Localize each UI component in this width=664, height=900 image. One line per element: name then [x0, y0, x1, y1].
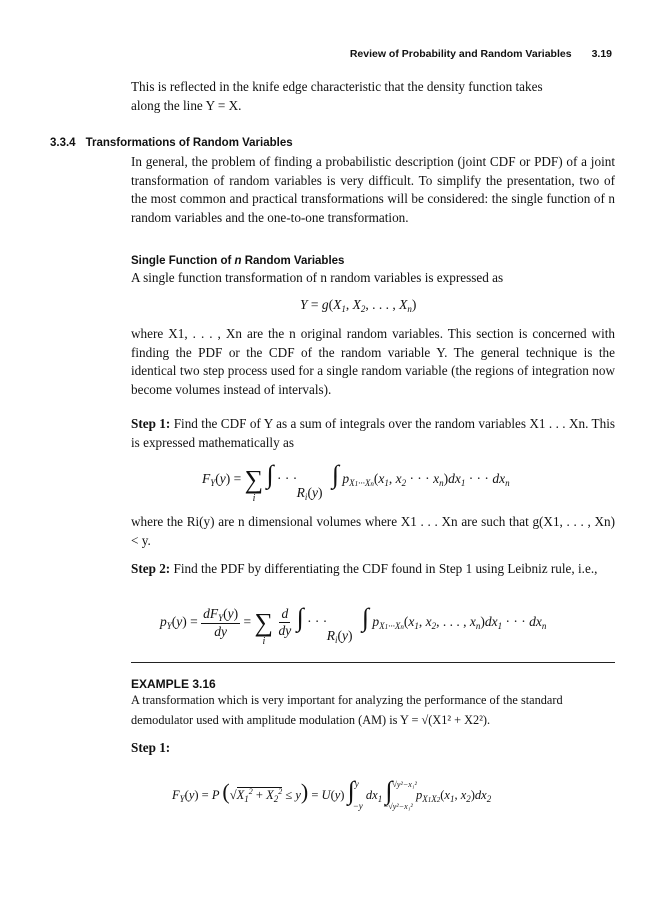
intro-line-1: This is reflected in the knife edge characteristic that the density function takes — [131, 79, 543, 94]
subsection-title-prefix: Single Function of — [131, 255, 232, 267]
example-step-label: Step 1: — [131, 740, 171, 755]
step1-label: Step 1: — [131, 416, 171, 431]
example-title: EXAMPLE 3.16 — [131, 677, 216, 691]
example-line-2: demodulator used with amplitude modulation (AM) is Y = √(X1² + X2²). — [131, 713, 491, 727]
subsection-heading — [131, 255, 344, 267]
section-heading — [50, 137, 293, 149]
step2-paragraph — [131, 560, 615, 579]
subsection-title-var: n — [234, 255, 242, 267]
equation-example: $F_Y(y) = P$ $(√X_1^2 + X_2^2 \le y) = U(y)$ ∫$^y_{-y}$ $dx_1$ ∫$^{√y^2-x_1^2}_{-√y^2-x_1^2}$ $p_{X1X2}(x_1$, $x_2)dx_2$ — [172, 776, 492, 811]
subsection-lead: A single function transformation of n random variables is expressed as — [131, 270, 504, 285]
subsection-paragraph: where X1, . . . , Xn are the n original random variables. This section is concerned with finding the PDF or the CDF of the random variable Y. The general technique is the identical two step process used for a single random variable (the regions of integration now become volumes instead of intervals). — [131, 326, 615, 397]
page-number: 3.19 — [591, 48, 612, 60]
example-paragraph — [131, 690, 615, 730]
equation-pdf: $p_Y(y)$ = $\frac{dF_Y(y)}{dy}$ = ∑ i $\frac{d}{dy}$ ∫ · · · $R_i(y)$ ∫ $p_{X1\cdot\cdot\cdot Xn}(x_1$, $x_2$, . . . , $x_n)dx_1$ · · · $dx_n$ — [160, 603, 547, 647]
section-paragraph: In general, the problem of finding a probabilistic description (joint CDF or PDF) of a joint transformation of random variables is very difficult. To simplify the presentation, two of the most common and practical transformations will be considered: the single function of n random variables and the one-to-one transformation. — [131, 154, 615, 225]
step2-text: Find the PDF by differentiating the CDF found in Step 1 using Leibniz rule, i.e., — [173, 561, 598, 576]
intro-line-2: along the line Y = X. — [131, 97, 242, 113]
section-number: 3.3.4 — [50, 137, 76, 149]
step1-after: where the Ri(y) are n dimensional volumes where X1 . . . Xn are such that g(X1, . . . , Xn) < y. — [131, 514, 615, 548]
running-head — [350, 48, 612, 60]
running-title: Review of Probability and Random Variables — [349, 48, 572, 60]
step1-text: Find the CDF of Y as a sum of integrals over the random variables X1 . . . Xn. This is expressed mathematically as — [131, 416, 615, 450]
example-line-1: A transformation which is very important for analyzing the performance of the standard — [131, 693, 563, 707]
subsection-title-suffix: Random Variables — [244, 255, 345, 267]
example-divider — [131, 662, 615, 663]
step2-label: Step 2: — [131, 561, 171, 576]
intro-paragraph — [131, 78, 615, 115]
equation-y-g: $Y = g(X_1$, $X_2$, . . . , $X_n$) — [300, 297, 417, 314]
section-title: Transformations of Random Variables — [85, 137, 293, 149]
step1-paragraph — [131, 415, 615, 452]
equation-cdf: $F_Y(y)$ = ∑ i ∫ · · · $R_i(y)$ ∫ $p_{X1\cdot\cdot\cdot Xn}(x_1$, $x_2$ · · · $x_n)dx_1$ · · · $dx_n$ — [202, 460, 510, 504]
